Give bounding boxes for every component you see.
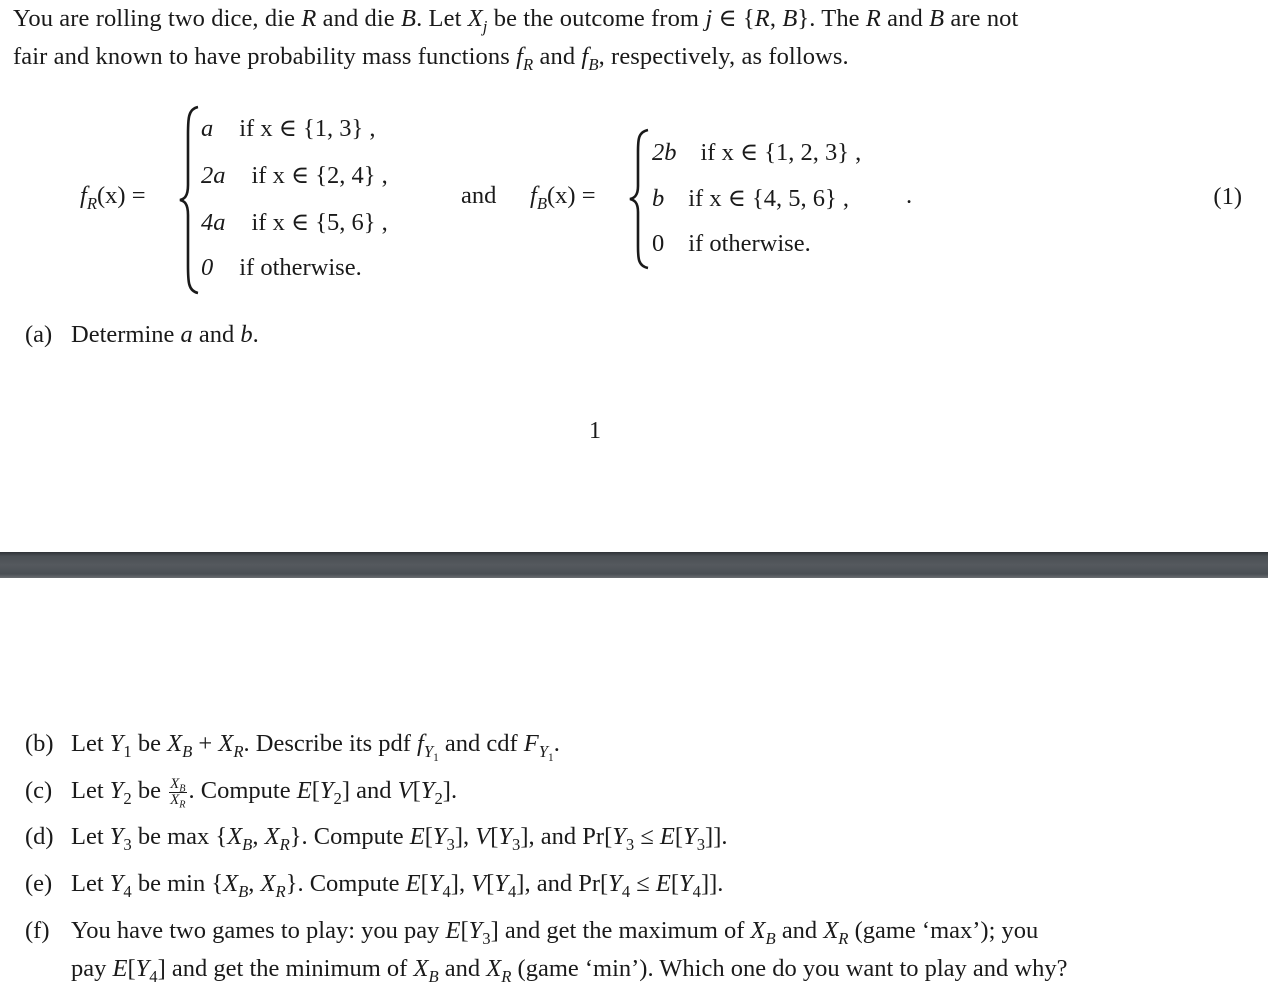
equation-period: . [906,182,913,209]
and-word: and [461,182,497,209]
part-e: (e) Let $Y_4$ be $\min \{X_B$, $X_R$}. Compute $E[Y_4]$, $V[Y_4]$, and $Pr[Y_4 \le E[Y_4]]$. [25,870,724,901]
fR-label: $f_R(x)$ = [80,182,146,213]
fB-case-row: 0 if otherwise. [652,230,811,257]
fB-left-brace [628,128,650,270]
intro-line-1: You are rolling two dice, die R and die B. Let $X_j$ be the outcome from j ∈ {R, B}. The R and B are not [13,5,1019,36]
fraction-xb-over-xr: $\frac{X_B}{X_R}$ [170,776,186,811]
part-c: (c) Let $Y_2$ be $\frac{X_B}{X_R}$ . Compute $E[Y_2]$ and $V[Y_2]$. [25,776,458,811]
fR-case-row: 4a if x ∈ {5, 6} , [201,209,388,236]
part-a: (a) Determine a and b. [25,321,259,348]
intro-line-2: fair and known to have probability mass functions $f_R$ and $f_B$, respectively, as follows. [13,43,849,74]
fB-case-row: b if x ∈ {4, 5, 6} , [652,185,849,212]
page-number: 1 [589,418,601,444]
fR-left-brace [178,105,200,295]
part-b: (b) Let $Y_1$ be $X_B + X_R$. Describe its pdf $f_{Y_1}$ and cdf $F_{Y_1}$. [25,730,560,764]
fR-case-row: a if x ∈ {1, 3} , [201,115,376,142]
part-f-line-2: pay $E[Y_4]$ and get the minimum of $X_B$ and $X_R$ (game ‘min’). Which one do you want to play and why? [71,955,1068,986]
fR-case-row: 2a if x ∈ {2, 4} , [201,162,388,189]
page-divider [0,552,1268,578]
part-f-line-1: (f) You have two games to play: you pay $E[Y_3]$ and get the maximum of $X_B$ and $X_R$ (game ‘max’); you [25,917,1039,948]
part-d: (d) Let $Y_3$ be $\max \{X_B$, $X_R$}. Compute $E[Y_3]$, $V[Y_3]$, and $Pr[Y_3 \le E[Y_3]]$. [25,823,728,854]
equation-number: (1) [1213,183,1242,210]
fR-case-row: 0 if otherwise. [201,254,362,281]
fB-case-row: 2b if x ∈ {1, 2, 3} , [652,139,862,166]
fB-label: $f_B(x)$ = [530,182,596,213]
